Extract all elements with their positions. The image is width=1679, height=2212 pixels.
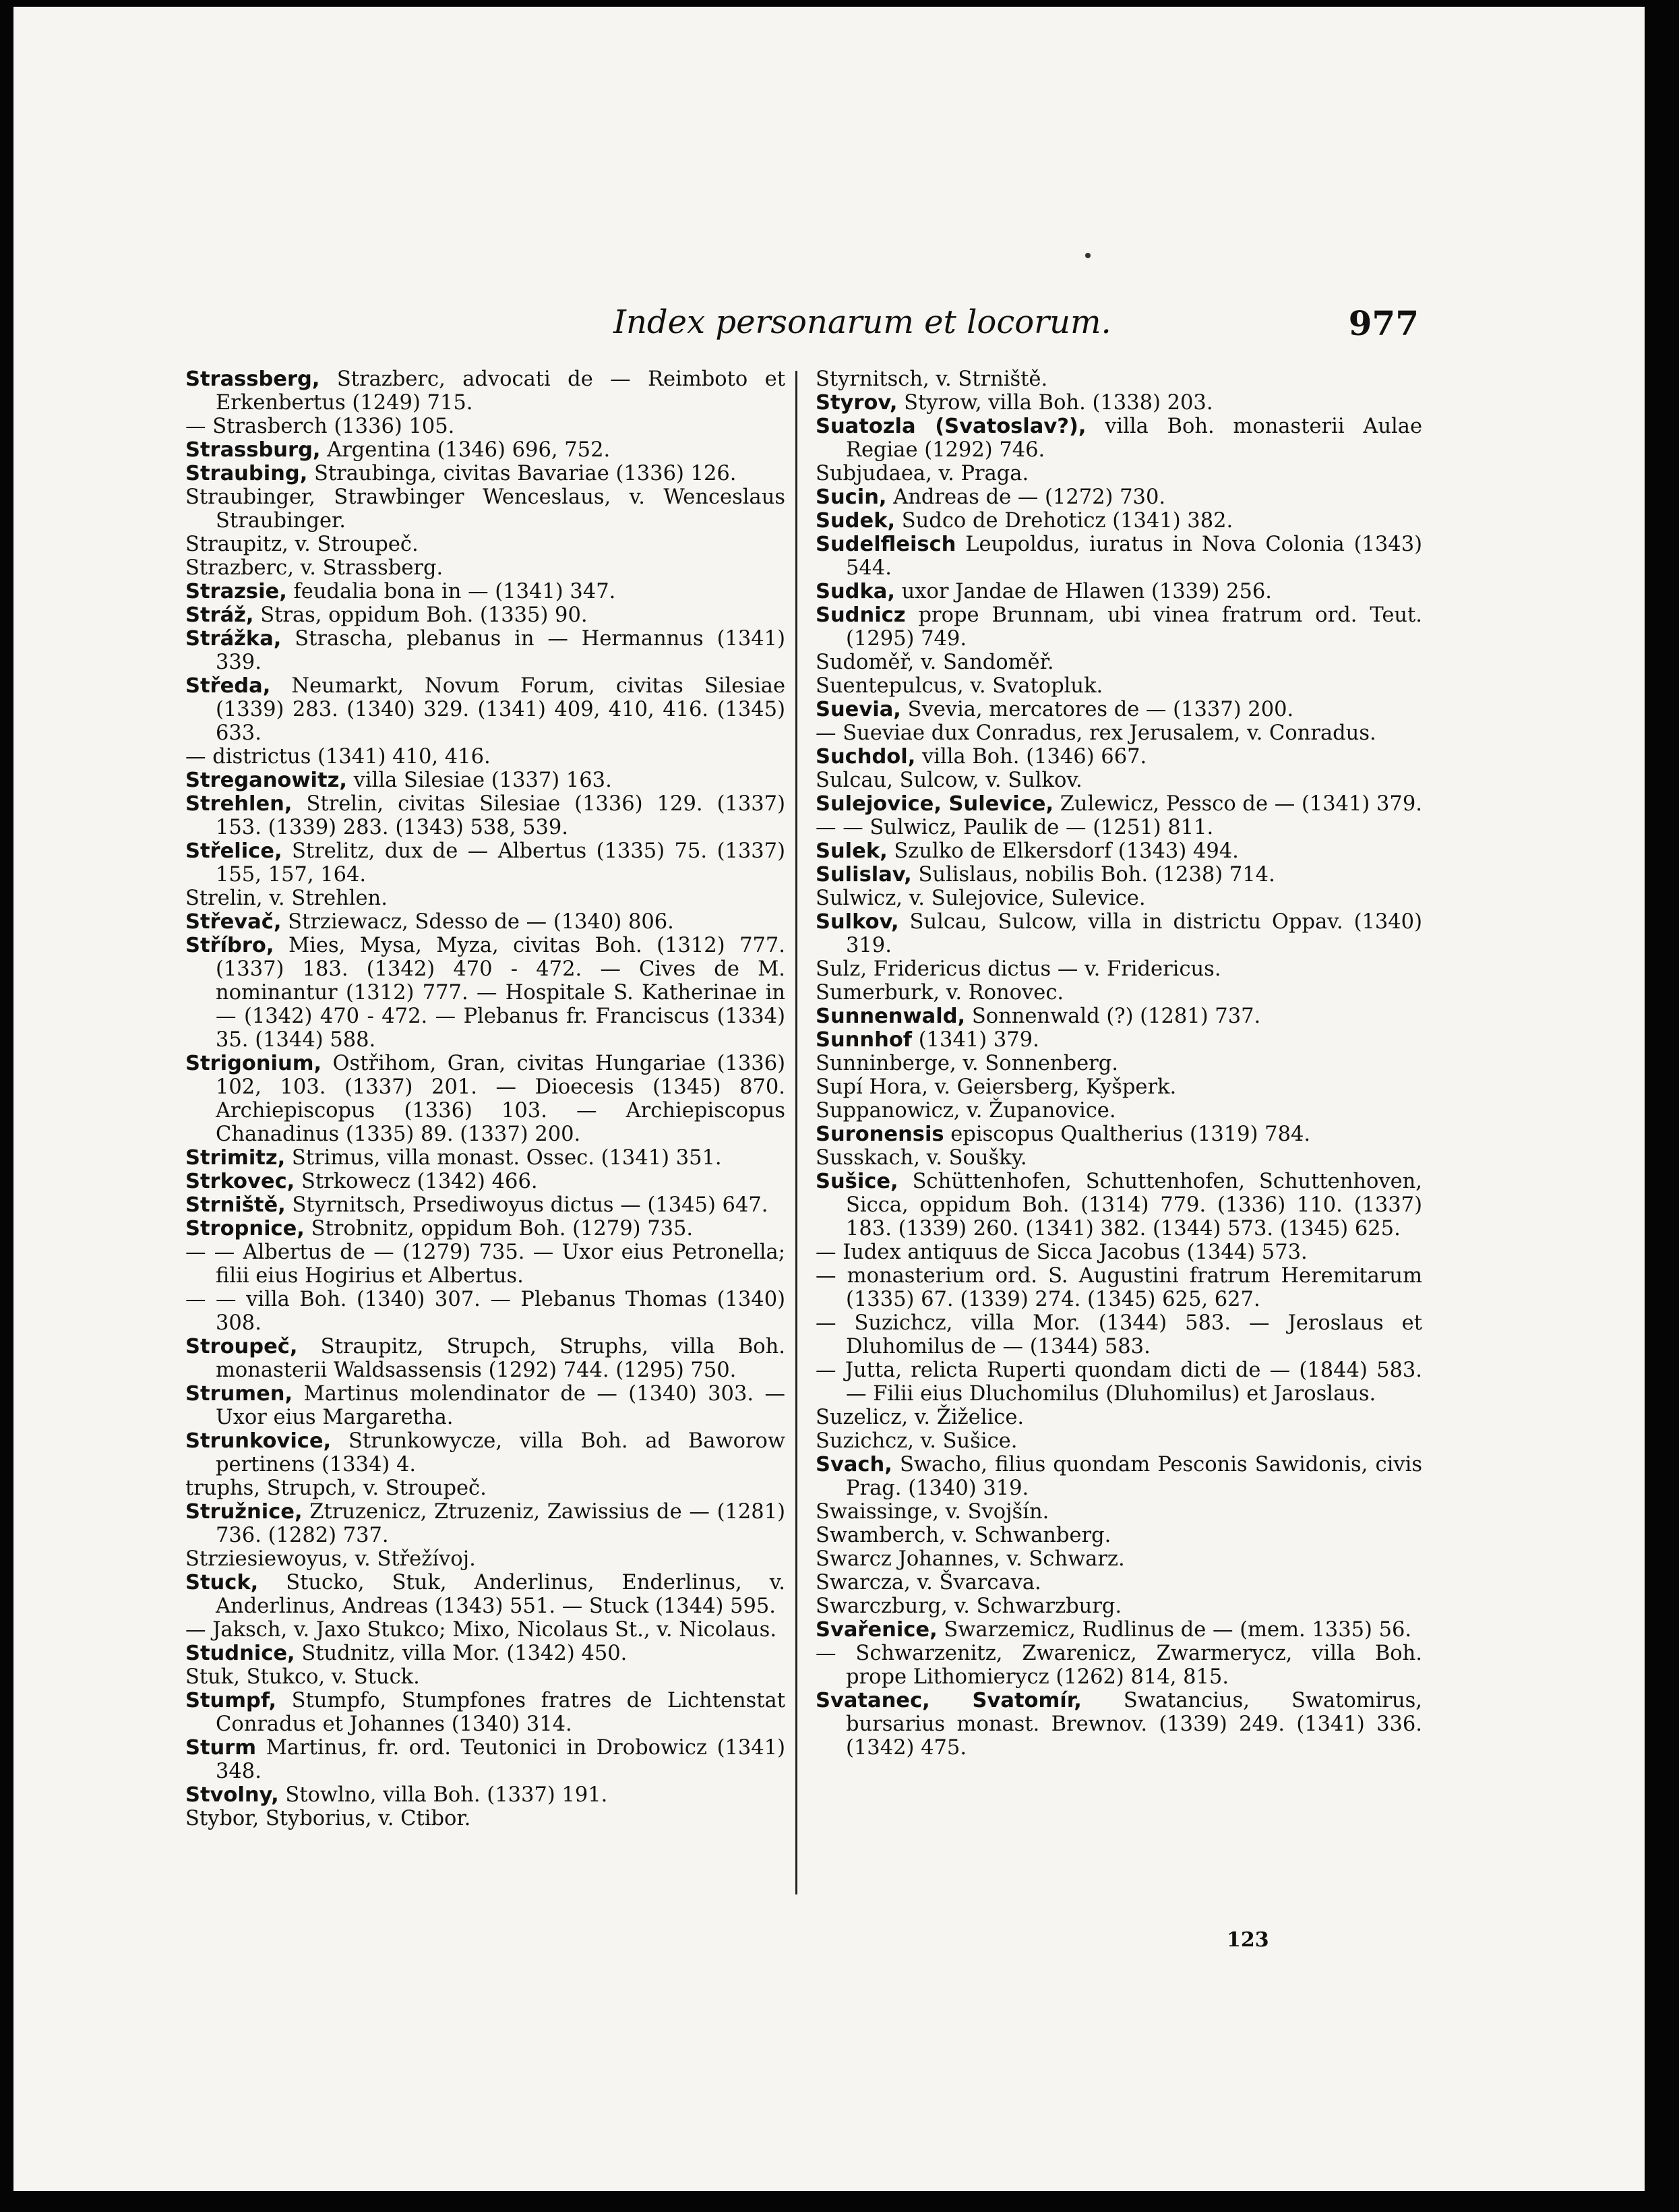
index-entry — [816, 509, 1422, 533]
index-entry — [185, 1170, 785, 1193]
index-entry — [185, 485, 785, 533]
index-headword: Sucin, — [816, 485, 887, 509]
index-entry — [816, 580, 1422, 603]
index-entry — [816, 603, 1422, 651]
index-entry-text: Szulko de Elkersdorf (1343) 494. — [887, 839, 1239, 863]
index-entry-text: villa Boh. monasterii Aulae Regiae (1292) 746. — [846, 415, 1422, 462]
index-entry — [185, 1665, 785, 1689]
index-entry-text: Schüttenhofen, Schuttenhofen, Schuttenhoven, Sicca, oppidum Boh. (1314) 779. (1336) 110. (1337) 183. (1339) 260. (1341) 382. (1344) 573. (1345) 625. — [846, 1170, 1422, 1240]
index-entry-text: Straupitz, Strupch, Struphs, villa Boh. monasterii Waldsassensis (1292) 744. (1295) 750. — [216, 1335, 785, 1382]
index-entry — [185, 1052, 785, 1146]
index-entry — [185, 1382, 785, 1429]
index-entry-text: — Jutta, relicta Ruperti quondam dicti de — (1844) 583. — Filii eius Dluchomilus (Dluhomilus) et Jaroslaus. — [816, 1358, 1422, 1406]
index-headword: Svařenice, — [816, 1618, 938, 1642]
index-entry — [816, 391, 1422, 415]
index-entry-text: Swacho, filius quondam Pesconis Sawidonis, civis Prag. (1340) 319. — [846, 1453, 1422, 1500]
index-entry — [185, 1618, 785, 1642]
index-headword: Strážka, — [185, 627, 282, 651]
index-entry — [816, 674, 1422, 698]
index-entry-text: Stybor, Styborius, v. Ctibor. — [185, 1807, 471, 1830]
index-headword: Strehlen, — [185, 792, 293, 816]
index-entry-text: Sonnenwald (?) (1281) 737. — [965, 1005, 1261, 1028]
index-entry-text: Stuk, Stukco, v. Stuck. — [185, 1665, 420, 1689]
index-entry — [185, 462, 785, 485]
speck-mark — [1085, 253, 1091, 258]
index-entry — [816, 1358, 1422, 1406]
index-entry-text: Neumarkt, Novum Forum, civitas Silesiae (1339) 283. (1340) 329. (1341) 409, 410, 416. (1345) 633. — [216, 674, 785, 745]
index-headword: Strazsie, — [185, 580, 287, 603]
index-entry-text: Strazberc, advocati de — Reimboto et Erkenbertus (1249) 715. — [216, 367, 785, 415]
page-number: 977 — [1348, 303, 1419, 343]
index-entry — [816, 1264, 1422, 1311]
page-header — [13, 303, 1645, 351]
index-entry-text: episcopus Qualtherius (1319) 784. — [944, 1123, 1311, 1146]
index-entry-text: — — Sulwicz, Paulik de — (1251) 811. — [816, 816, 1214, 839]
index-entry — [816, 1547, 1422, 1571]
index-headword: Strimitz, — [185, 1146, 286, 1170]
index-entry — [816, 1075, 1422, 1099]
index-entry — [816, 1429, 1422, 1453]
index-headword: Střelice, — [185, 839, 282, 863]
index-entry — [185, 367, 785, 415]
index-headword: Stružnice, — [185, 1500, 303, 1524]
index-entry-text: feudalia bona in — (1341) 347. — [286, 580, 616, 603]
index-entry-text: — Suzichcz, villa Mor. (1344) 583. — Jeroslaus et Dluhomilus de — (1344) 583. — [816, 1311, 1422, 1358]
index-entry — [816, 1099, 1422, 1123]
index-headword: Stuck, — [185, 1571, 259, 1594]
index-headword: Sudnicz — [816, 603, 906, 627]
index-entry — [816, 651, 1422, 674]
index-headword: Streganowitz, — [185, 769, 347, 792]
index-entry — [185, 1146, 785, 1170]
index-entry — [185, 603, 785, 627]
index-entry-text: — Jaksch, v. Jaxo Stukco; Mixo, Nicolaus St., v. Nicolaus. — [185, 1618, 777, 1642]
index-entry — [185, 887, 785, 910]
index-headword: Sulejovice, Sulevice, — [816, 792, 1054, 816]
index-entry-text: Martinus molendinator de — (1340) 303. — Uxor eius Margaretha. — [216, 1382, 785, 1429]
column-divider — [795, 371, 797, 1894]
index-entry — [816, 769, 1422, 792]
index-entry — [816, 485, 1422, 509]
index-entry-text: Swatancius, Swatomirus, bursarius monast. Brewnov. (1339) 249. (1341) 336. (1342) 475. — [846, 1689, 1422, 1760]
index-entry-text: Sunninberge, v. Sonnenberg. — [816, 1052, 1118, 1075]
index-entry-text: — monasterium ord. S. Augustini fratrum Heremitarum (1335) 67. (1339) 274. (1345) 625, 627. — [816, 1264, 1422, 1311]
index-entry-text: Sulcau, Sulcow, v. Sulkov. — [816, 769, 1082, 792]
index-headword: Studnice, — [185, 1642, 295, 1665]
index-entry-text: Ostřihom, Gran, civitas Hungariae (1336) 102, 103. (1337) 201. — Dioecesis (1345) 870. Archiepiscopus (1336) 103. — Archiepiscopus Chanadinus (1335) 89. (1337) 200. — [216, 1052, 785, 1146]
index-entry — [185, 1689, 785, 1736]
index-headword: Strniště, — [185, 1193, 286, 1217]
index-entry — [816, 1500, 1422, 1524]
index-entry-text: Strimus, villa monast. Ossec. (1341) 351. — [285, 1146, 722, 1170]
index-entry-text: Suppanowicz, v. Županovice. — [816, 1099, 1116, 1123]
index-entry-text: — Iudex antiquus de Sicca Jacobus (1344) 573. — [816, 1240, 1308, 1264]
index-entry — [816, 1594, 1422, 1618]
index-entry — [816, 957, 1422, 981]
index-entry — [185, 556, 785, 580]
index-entry — [185, 934, 785, 1052]
index-entry-text: Supí Hora, v. Geiersberg, Kyšperk. — [816, 1075, 1177, 1099]
index-entry — [816, 721, 1422, 745]
index-entry-text: Strziewacz, Sdesso de — (1340) 806. — [281, 910, 674, 934]
index-entry-text: Suentepulcus, v. Svatopluk. — [816, 674, 1103, 698]
index-entry-text: Swarzemicz, Rudlinus de — (mem. 1335) 56. — [937, 1618, 1412, 1642]
index-entry-text: Straubinga, civitas Bavariae (1336) 126. — [307, 462, 737, 485]
index-entry — [816, 1642, 1422, 1689]
index-entry-text: Stras, oppidum Boh. (1335) 90. — [253, 603, 588, 627]
index-entry — [185, 674, 785, 745]
index-entry-text: Swarcz Johannes, v. Schwarz. — [816, 1547, 1125, 1571]
index-entry — [816, 981, 1422, 1005]
index-entry-text: Mies, Mysa, Myza, civitas Boh. (1312) 777. (1337) 183. (1342) 470 - 472. — Cives de M. nominantur (1312) 777. — Hospitale S. Katherinae in — (1342) 470 - 472. — Plebanus fr. Franciscus (1334) 35. (1344) 588. — [216, 934, 785, 1052]
index-headword: Stroupeč, — [185, 1335, 298, 1358]
index-column-right — [816, 367, 1422, 1760]
index-entry — [816, 745, 1422, 769]
index-entry — [816, 887, 1422, 910]
index-entry-text: Stucko, Stuk, Anderlinus, Enderlinus, v. Anderlinus, Andreas (1343) 551. — Stuck (1344) 595. — [216, 1571, 785, 1618]
index-entry — [185, 415, 785, 438]
index-entry — [816, 698, 1422, 721]
index-headword: Svach, — [816, 1453, 892, 1476]
index-entry-text: Styrow, villa Boh. (1338) 203. — [897, 391, 1213, 415]
index-entry-text: Strelitz, dux de — Albertus (1335) 75. (1337) 155, 157, 164. — [216, 839, 785, 887]
index-entry — [816, 1005, 1422, 1028]
index-entry-text: Styrnitsch, Prsediwoyus dictus — (1345) 647. — [285, 1193, 768, 1217]
index-entry — [816, 1052, 1422, 1075]
index-entry-text: Suzelicz, v. Žiželice. — [816, 1406, 1025, 1429]
index-headword: Sulkov, — [816, 910, 899, 934]
index-entry — [185, 910, 785, 934]
index-entry-text: villa Silesiae (1337) 163. — [346, 769, 612, 792]
index-entry-text: Stumpfo, Stumpfones fratres de Lichtenstat Conradus et Johannes (1340) 314. — [216, 1689, 785, 1736]
index-entry-text: Strkowecz (1342) 466. — [295, 1170, 538, 1193]
index-entry — [185, 1642, 785, 1665]
index-entry — [185, 1335, 785, 1382]
index-entry — [816, 863, 1422, 887]
index-headword: Strassburg, — [185, 438, 321, 462]
index-entry-text: Sudoměř, v. Sandoměř. — [816, 651, 1054, 674]
index-headword: Sturm — [185, 1736, 257, 1760]
index-entry-text: Ztruzenicz, Ztruzeniz, Zawissius de — (1281) 736. (1282) 737. — [216, 1500, 785, 1547]
index-entry — [816, 792, 1422, 816]
document-page — [13, 7, 1645, 2191]
index-headword: Stříbro, — [185, 934, 274, 957]
index-entry — [185, 580, 785, 603]
index-entry — [185, 1500, 785, 1547]
index-entry-text: — Strasberch (1336) 105. — [185, 415, 455, 438]
index-entry-text: uxor Jandae de Hlawen (1339) 256. — [894, 580, 1272, 603]
index-entry — [185, 1783, 785, 1807]
index-entry — [185, 1807, 785, 1830]
index-entry-text: Strascha, plebanus in — Hermannus (1341) 339. — [216, 627, 785, 674]
index-entry — [816, 816, 1422, 839]
index-entry-text: — districtus (1341) 410, 416. — [185, 745, 491, 769]
index-entry-text: Sulislaus, nobilis Boh. (1238) 714. — [911, 863, 1275, 887]
index-entry — [816, 1618, 1422, 1642]
index-headword: Sudka, — [816, 580, 895, 603]
index-column-left — [185, 367, 785, 1830]
index-entry-text: Sulwicz, v. Sulejovice, Sulevice. — [816, 887, 1146, 910]
index-entry-text: — Schwarzenitz, Zwarenicz, Zwarmerycz, villa Boh. prope Lithomierycz (1262) 814, 815. — [816, 1642, 1422, 1689]
index-entry-text: — — villa Boh. (1340) 307. — Plebanus Thomas (1340) 308. — [185, 1288, 785, 1335]
index-entry — [816, 1311, 1422, 1358]
index-entry-text: truphs, Strupch, v. Stroupeč. — [185, 1476, 487, 1500]
index-entry — [816, 1453, 1422, 1500]
index-entry-text: Sumerburk, v. Ronovec. — [816, 981, 1064, 1005]
index-entry-text: Straupitz, v. Stroupeč. — [185, 533, 419, 556]
index-entry-text: Strziesiewoyus, v. Střežívoj. — [185, 1547, 476, 1571]
index-entry — [816, 1571, 1422, 1594]
index-headword: Strumen, — [185, 1382, 293, 1406]
index-entry-text: Sulcau, Sulcow, villa in districtu Oppav. (1340) 319. — [846, 910, 1422, 957]
index-entry — [185, 839, 785, 887]
index-headword: Sušice, — [816, 1170, 898, 1193]
index-entry-text: Strelin, civitas Silesiae (1336) 129. (1337) 153. (1339) 283. (1343) 538, 539. — [216, 792, 785, 839]
index-entry — [816, 533, 1422, 580]
index-entry-text: Swamberch, v. Schwanberg. — [816, 1524, 1111, 1547]
index-headword: Strunkovice, — [185, 1429, 332, 1453]
index-entry — [816, 415, 1422, 462]
index-headword: Strassberg, — [185, 367, 320, 391]
index-entry-text: Swaissinge, v. Svojšín. — [816, 1500, 1049, 1524]
index-entry-text: Strelin, v. Strehlen. — [185, 887, 388, 910]
index-entry — [185, 1240, 785, 1288]
index-entry-text: Strazberc, v. Strassberg. — [185, 556, 444, 580]
index-entry-text: Leupoldus, iuratus in Nova Colonia (1343) 544. — [846, 533, 1422, 580]
index-entry — [185, 1547, 785, 1571]
index-entry-text: Styrnitsch, v. Strniště. — [816, 367, 1048, 391]
index-entry-text: — Sueviae dux Conradus, rex Jerusalem, v. Conradus. — [816, 721, 1376, 745]
index-entry — [185, 533, 785, 556]
index-headword: Suatozla (Svatoslav?), — [816, 415, 1087, 438]
index-entry — [185, 1429, 785, 1476]
index-entry — [185, 769, 785, 792]
index-entry — [816, 839, 1422, 863]
index-entry — [185, 1571, 785, 1618]
index-entry-text: (1341) 379. — [912, 1028, 1039, 1052]
index-entry-text: Svevia, mercatores de — (1337) 200. — [900, 698, 1294, 721]
signature-mark: 123 — [1227, 1928, 1269, 1952]
index-headword: Styrov, — [816, 391, 898, 415]
index-entry — [185, 1736, 785, 1783]
index-entry — [816, 1689, 1422, 1760]
index-entry — [816, 1406, 1422, 1429]
index-entry — [185, 1476, 785, 1500]
index-entry — [816, 1123, 1422, 1146]
index-headword: Strkovec, — [185, 1170, 295, 1193]
running-title: Index personarum et locorum. — [613, 303, 1111, 341]
index-headword: Stvolny, — [185, 1783, 279, 1807]
index-entry-text: Sudco de Drehoticz (1341) 382. — [895, 509, 1233, 533]
index-entry-text: Subjudaea, v. Praga. — [816, 462, 1029, 485]
index-entry — [185, 1217, 785, 1240]
index-headword: Suevia, — [816, 698, 901, 721]
index-entry-text: Studnitz, villa Mor. (1342) 450. — [295, 1642, 628, 1665]
index-entry — [185, 438, 785, 462]
index-headword: Sudelfleisch — [816, 533, 956, 556]
index-entry-text: villa Boh. (1346) 667. — [915, 745, 1147, 769]
index-headword: Středa, — [185, 674, 271, 698]
index-entry-text: Susskach, v. Soušky. — [816, 1146, 1027, 1170]
index-headword: Suchdol, — [816, 745, 916, 769]
index-headword: Sunnhof — [816, 1028, 913, 1052]
index-entry-text: Straubinger, Strawbinger Wenceslaus, v. Wenceslaus Straubinger. — [185, 485, 785, 533]
index-entry-text: Swarcza, v. Švarcava. — [816, 1571, 1041, 1594]
index-headword: Stráž, — [185, 603, 254, 627]
index-entry — [816, 1524, 1422, 1547]
index-entry — [816, 1028, 1422, 1052]
index-entry — [185, 1288, 785, 1335]
index-headword: Suronensis — [816, 1123, 944, 1146]
index-entry-text: Stowlno, villa Boh. (1337) 191. — [278, 1783, 608, 1807]
index-entry-text: Strunkowycze, villa Boh. ad Baworow pertinens (1334) 4. — [216, 1429, 785, 1476]
index-entry — [185, 745, 785, 769]
index-entry — [816, 1240, 1422, 1264]
index-entry — [816, 1146, 1422, 1170]
index-entry-text: Sulz, Fridericus dictus — v. Fridericus. — [816, 957, 1221, 981]
index-entry — [816, 367, 1422, 391]
index-entry-text: Strobnitz, oppidum Boh. (1279) 735. — [304, 1217, 694, 1240]
index-entry-text: Swarczburg, v. Schwarzburg. — [816, 1594, 1122, 1618]
index-entry — [816, 462, 1422, 485]
index-entry-text: prope Brunnam, ubi vinea fratrum ord. Teut. (1295) 749. — [846, 603, 1422, 651]
index-entry-text: Suzichcz, v. Sušice. — [816, 1429, 1018, 1453]
index-entry — [185, 792, 785, 839]
index-headword: Stumpf, — [185, 1689, 277, 1712]
index-entry-text: — — Albertus de — (1279) 735. — Uxor eius Petronella; filii eius Hogirius et Albertus. — [185, 1240, 785, 1288]
index-entry — [185, 1193, 785, 1217]
index-headword: Sudek, — [816, 509, 896, 533]
index-headword: Straubing, — [185, 462, 308, 485]
index-entry-text: Andreas de — (1272) 730. — [886, 485, 1166, 509]
index-headword: Sulek, — [816, 839, 888, 863]
index-headword: Svatanec, Svatomír, — [816, 1689, 1082, 1712]
index-headword: Sulislav, — [816, 863, 912, 887]
index-entry — [816, 1170, 1422, 1240]
index-entry-text: Zulewicz, Pessco de — (1341) 379. — [1054, 792, 1422, 816]
index-headword: Stropnice, — [185, 1217, 305, 1240]
index-entry-text: Argentina (1346) 696, 752. — [320, 438, 611, 462]
index-entry — [185, 627, 785, 674]
index-headword: Strigonium, — [185, 1052, 322, 1075]
index-entry — [816, 910, 1422, 957]
index-headword: Sunnenwald, — [816, 1005, 966, 1028]
index-entry-text: Martinus, fr. ord. Teutonici in Drobowicz (1341) 348. — [216, 1736, 785, 1783]
index-headword: Střevač, — [185, 910, 282, 934]
